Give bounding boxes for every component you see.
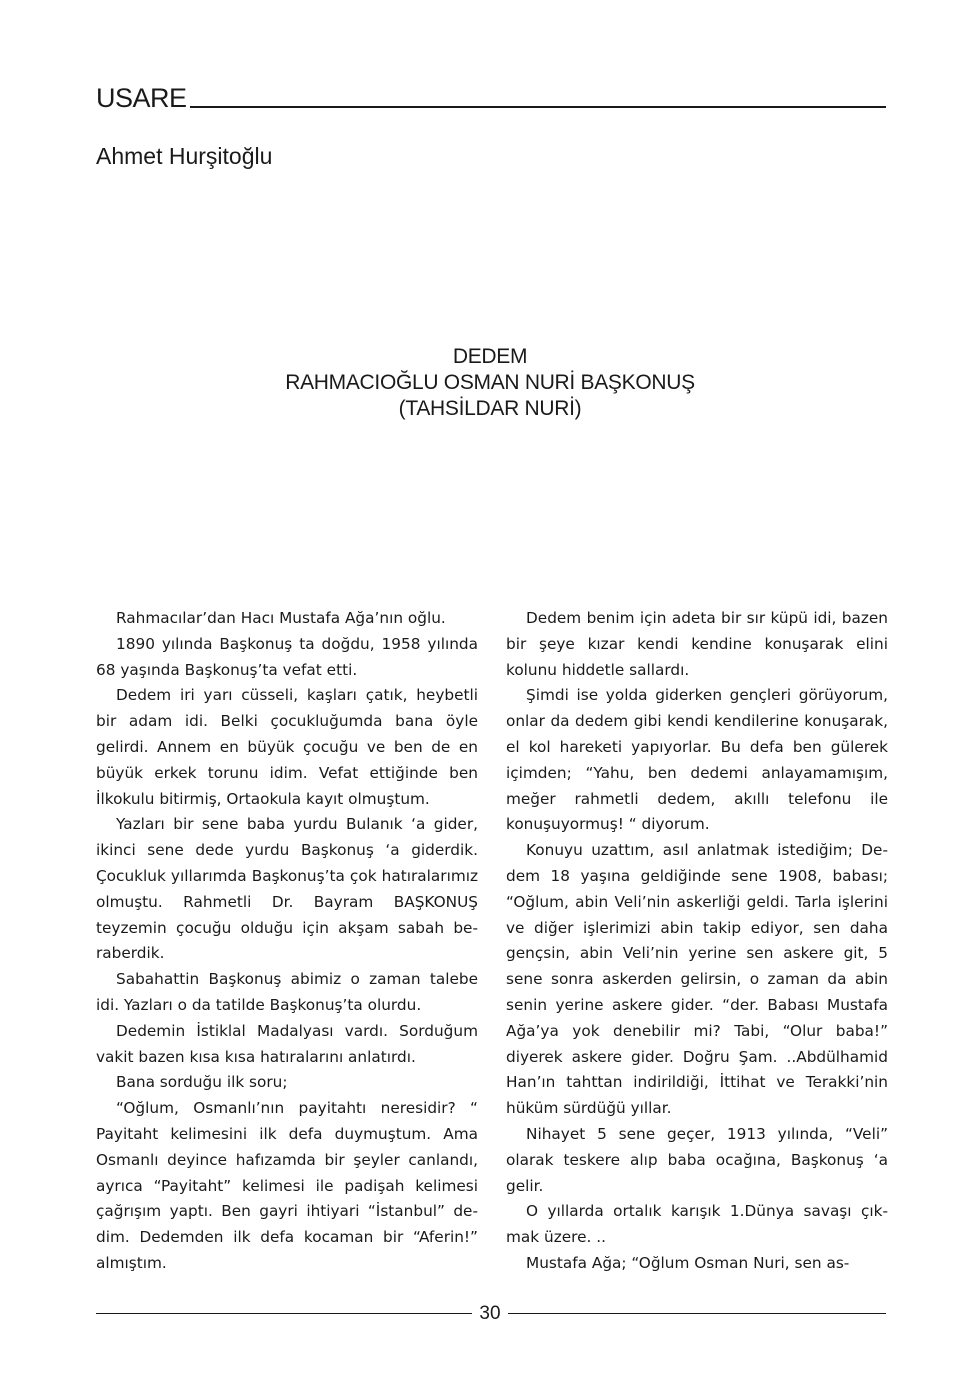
- paragraph: Dedemin İstiklal Madalyası vardı. Sorduğum vakit bazen kısa kısa hatıralarını anlatırdı.: [96, 1021, 478, 1066]
- footer-rule-left: [96, 1313, 472, 1314]
- paragraph: Mustafa Ağa; “Oğlum Osman Nuri, sen as-: [526, 1253, 850, 1272]
- right-column: [506, 606, 888, 1277]
- header-rule: [190, 106, 886, 108]
- paragraph: Nihayet 5 sene geçer, 1913 yılında, “Veli” olarak teskere alıp baba ocağına, Başkonuş ‘a gelir.: [506, 1124, 888, 1195]
- left-column: [96, 606, 478, 1277]
- paragraph: Yazları bir sene baba yurdu Bulanık ‘a gider, ikinci sene dede yurdu Başkonuş ‘a giderdik. Çocukluk yıllarımda Başkonuş’ta çok hatıralarımız olmuştu. Rahmetli Dr. Bayram BAŞKONUŞ teyzemin çocuğu olduğu için akşam sabah beraberdik.: [96, 815, 478, 963]
- footer-rule-right: [508, 1313, 886, 1314]
- paragraph: Bana sorduğu ilk soru;: [116, 1073, 288, 1092]
- paragraph: “Oğlum, Osmanlı’nın payitahtı neresidir? “ Payitaht kelimesini ilk defa duymuştum. Ama Osmanlı deyince hafızamda bir şeyler canlandı, ayrıca “Payitaht” kelimesi ile padişah kelimesi çağrışım yaptı. Ben gayri ihtiyari “İstanbul” dedim. Dedemden ilk defa kocaman bir “Aferin!” almıştım.: [96, 1099, 478, 1272]
- paragraph: 1890 yılında Başkonuş ta doğdu, 1958 yılında 68 yaşında Başkonuş’ta vefat etti.: [96, 634, 478, 679]
- paragraph: Dedem iri yarı cüsseli, kaşları çatık, heybetli bir adam idi. Belki çocukluğumda bana öyle gelirdi. Annem en büyük çocuğu ve ben de en büyük erkek torunu idim. Vefat ettiğinde ben İlkokulu bitirmiş, Ortaokula kayıt olmuştum.: [96, 686, 478, 808]
- running-header: [96, 84, 886, 114]
- paragraph: Sabahattin Başkonuş abimiz o zaman talebe idi. Yazları o da tatilde Başkonuş’ta olurdu.: [96, 970, 478, 1014]
- page-number: 30: [479, 1303, 501, 1324]
- title-line-1: DEDEM: [452, 345, 528, 368]
- title-line-3: (TAHSİLDAR NURİ): [398, 397, 582, 420]
- author-name: Ahmet Hurşitoğlu: [96, 143, 273, 169]
- paragraph: Rahmacılar’dan Hacı Mustafa Ağa’nın oğlu.: [116, 609, 446, 627]
- page-footer: [96, 1302, 886, 1326]
- paragraph: Dedem benim için adeta bir sır küpü idi, bazen bir şeye kızar kendi kendine konuşarak elini kolunu hiddetle sallardı.: [506, 609, 888, 679]
- title-line-2: RAHMACIOĞLU OSMAN NURİ BAŞKONUŞ: [285, 371, 695, 394]
- paragraph: Konuyu uzattım, asıl anlatmak istediğim; Dedem 18 yaşına geldiğinde sene 1908, babası; “Oğlum, abin Veli’nin askerliği geldi. Tarla işlerini ve diğer işlerimizi abin takip ediyor, sen daha gençsin, abin Veli’nin yerine sen askere git, 5 sene sonra askerden gelirsin, o zaman da abin senin yerine askere gider. “der. Babası Mustafa Ağa’ya yok denebilir mi? Tabi, “Olur baba!” diyerek askere gider. Doğru Şam. ..Abdülhamid Han’ın tahttan indirildiği, İttihat ve Terakki’nin hüküm sürdüğü yıllar.: [506, 841, 888, 1118]
- paragraph: Şimdi ise yolda giderken gençleri görüyorum, onlar da dedem gibi kendi kendilerine konuşarak, el kol hareketi yapıyorlar. Bu defa ben gülerek içimden; “Yahu, ben dedemi anlayamamışım, meğer rahmetli dedem, akıllı telefonu ile konuşuyormuş! “ diyorum.: [506, 686, 888, 834]
- section-title: USARE: [96, 83, 187, 113]
- article-title: [240, 344, 740, 422]
- paragraph: O yıllarda ortalık karışık 1.Dünya savaşı çıkmak üzere. ..: [506, 1202, 888, 1247]
